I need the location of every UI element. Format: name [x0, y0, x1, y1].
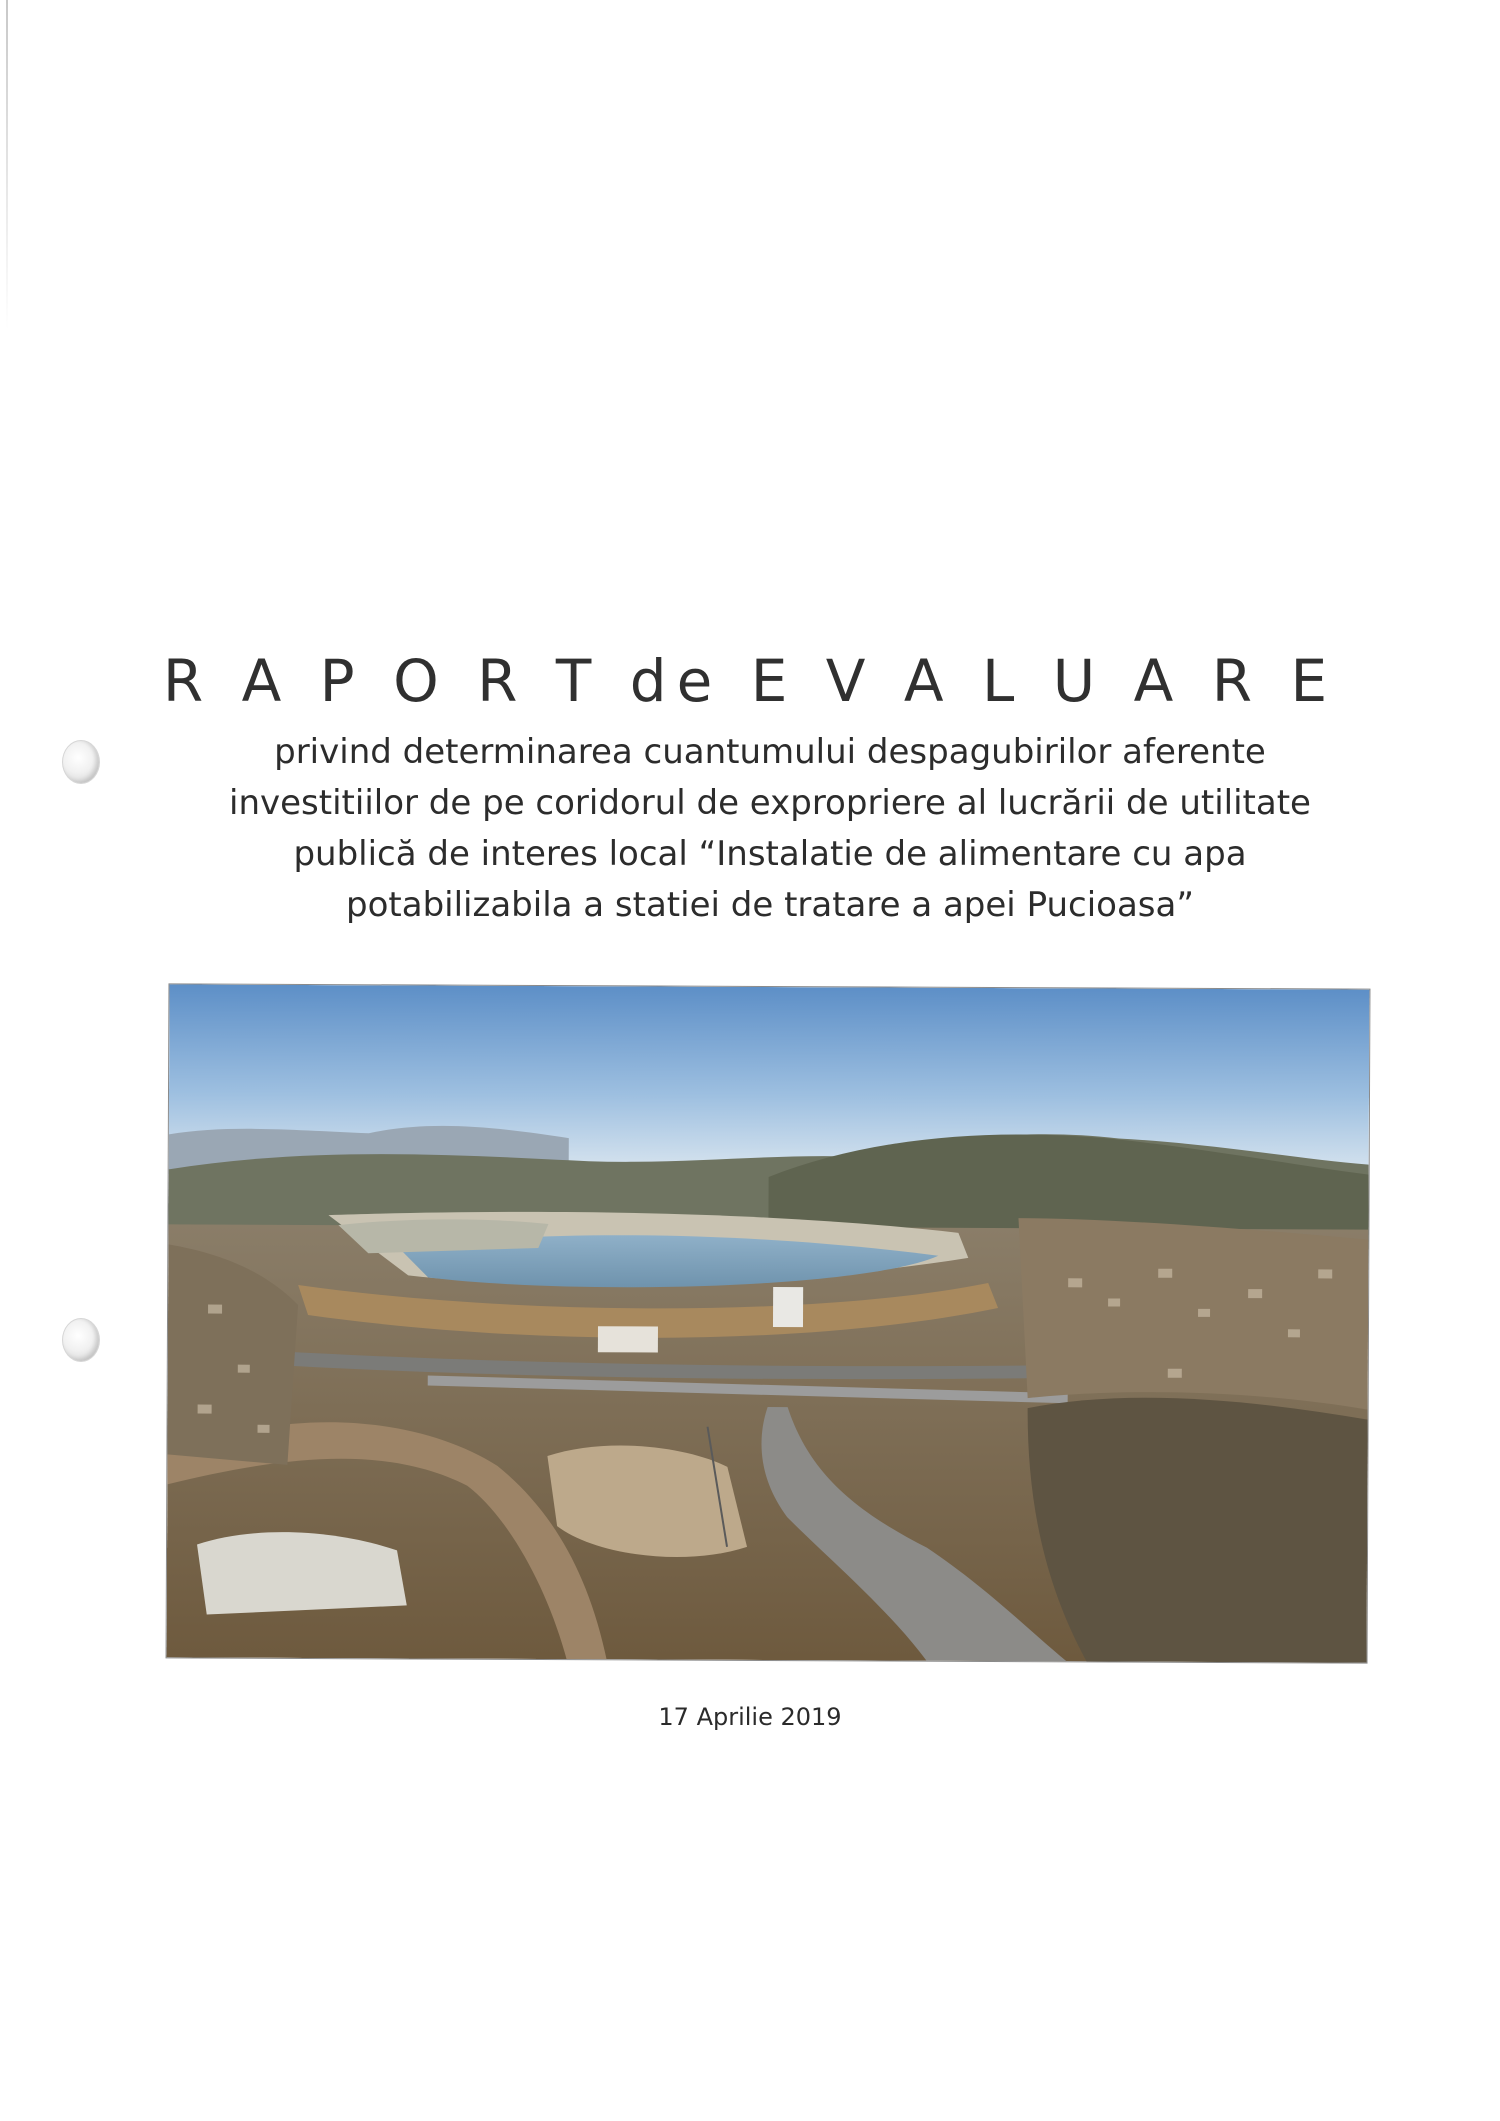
report-date: 17 Aprilie 2019: [658, 1703, 842, 1731]
report-title: R A P O R T de E V A L U A R E: [162, 646, 1338, 715]
subtitle-line: potabilizabila a statiei de tratare a apei Pucioasa”: [346, 885, 1194, 925]
subtitle-line: investitiilor de pe coridorul de expropriere al lucrării de utilitate: [229, 783, 1311, 823]
report-subtitle: [180, 727, 1360, 931]
scan-edge-line: [6, 0, 8, 330]
subtitle-line: privind determinarea cuantumului despagubirilor aferente: [274, 732, 1266, 772]
punch-hole-bottom: [62, 1318, 100, 1362]
aerial-photo-reservoir: [166, 983, 1371, 1663]
subtitle-line: publică de interes local “Instalatie de alimentare cu apa: [293, 834, 1247, 874]
punch-hole-top: [62, 740, 100, 784]
